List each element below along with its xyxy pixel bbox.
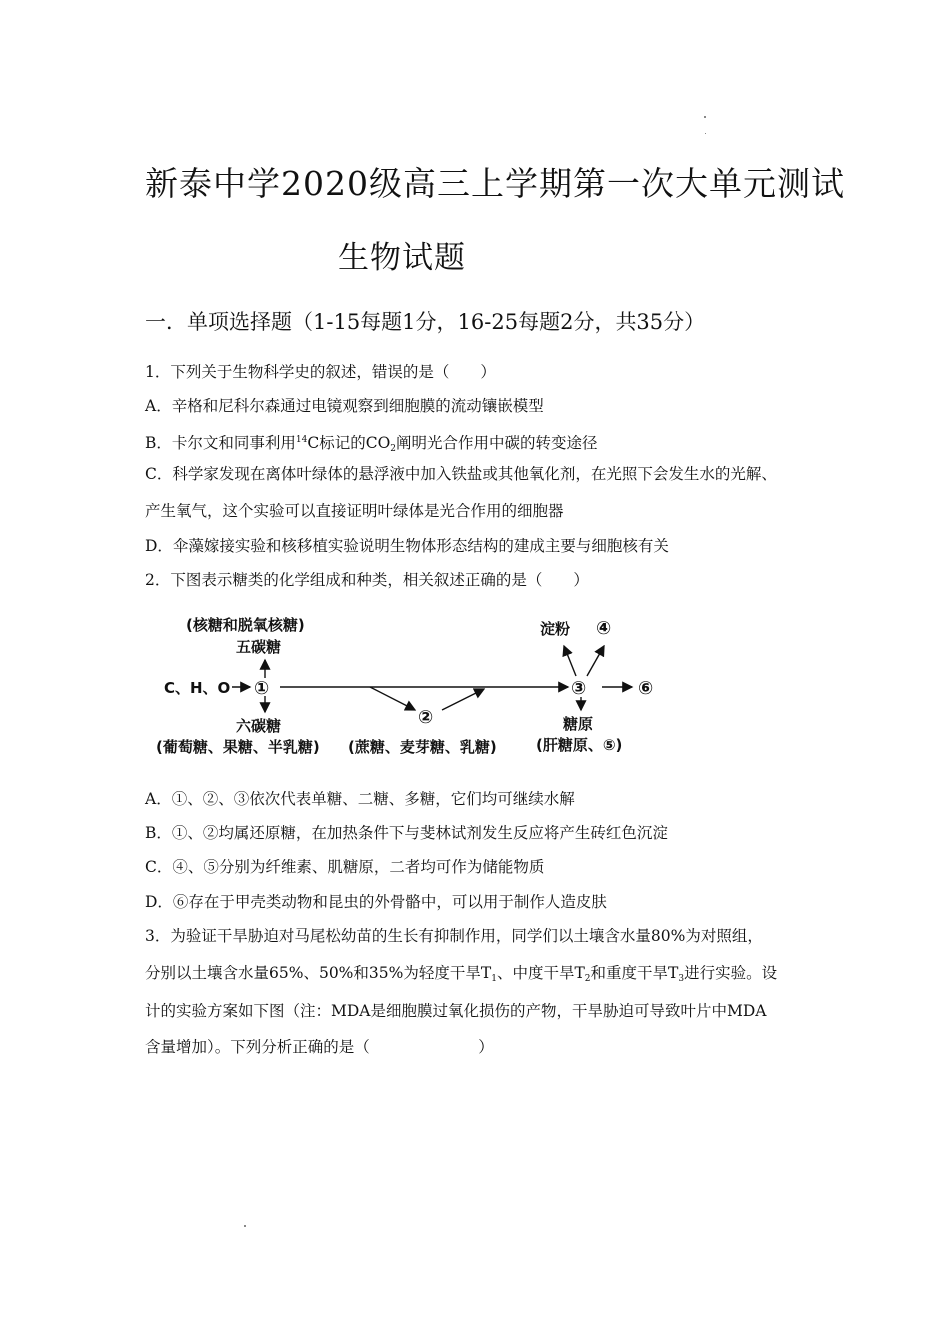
question-1-option-a: A．辛格和尼科尔森通过电镜观察到细胞膜的流动镶嵌模型 — [145, 397, 544, 415]
circle-4-marker: ④ — [596, 618, 612, 639]
to-4-arrow — [587, 646, 604, 676]
hexose-label: 六碳糖 — [236, 717, 282, 735]
scan-speck — [704, 116, 706, 118]
exam-subtitle: 生物试题 — [338, 240, 466, 276]
scan-speck — [244, 1225, 246, 1227]
disaccharide-examples: (蔗糖、麦芽糖、乳糖) — [348, 738, 497, 756]
section-heading: 一．单项选择题（1-15每题1分，16-25每题2分，共35分） — [145, 310, 706, 334]
pentose-label: 五碳糖 — [236, 638, 282, 656]
exam-title: 新泰中学2020级高三上学期第一次大单元测试 — [145, 164, 845, 203]
question-3-line-3: 计的实验方案如下图（注：MDA是细胞膜过氧化损伤的产物，干旱胁迫可导致叶片中MDA — [145, 1002, 767, 1020]
question-1-option-c-line-2: 产生氧气，这个实验可以直接证明叶绿体是光合作用的细胞器 — [145, 502, 564, 520]
question-2-stem: 2．下图表示糖类的化学组成和种类，相关叙述正确的是（ ） — [145, 571, 589, 589]
question-1-stem: 1．下列关于生物科学史的叙述，错误的是（ ） — [145, 363, 496, 381]
to-disaccharide-arrow — [370, 687, 415, 710]
question-2-option-c: C．④、⑤分别为纤维素、肌糖原，二者均可作为储能物质 — [145, 858, 545, 876]
question-1-option-d: D．伞藻嫁接实验和核移植实验说明生物体形态结构的建成主要与细胞核有关 — [145, 537, 669, 555]
sugar-classification-diagram — [150, 606, 670, 766]
ribose-label: (核糖和脱氧核糖) — [186, 616, 305, 634]
question-3-line-1: 3．为验证干旱胁迫对马尾松幼苗的生长有抑制作用，同学们以土壤含水量80%为对照组， — [145, 927, 763, 945]
question-1-option-c-line-1: C．科学家发现在离体叶绿体的悬浮液中加入铁盐或其他氧化剂，在光照下会发生水的光解、 — [145, 465, 777, 483]
question-2-option-d: D．⑥存在于甲壳类动物和昆虫的外骨骼中，可以用于制作人造皮肤 — [145, 893, 607, 911]
monosaccharide-marker: ① — [254, 678, 270, 699]
scan-speck — [705, 133, 706, 134]
question-2-option-b: B．①、②均属还原糖，在加热条件下与斐林试剂发生反应将产生砖红色沉淀 — [145, 824, 668, 842]
question-3-line-4: 含量增加）。下列分析正确的是（ ） — [145, 1038, 494, 1056]
from-disaccharide-arrow — [442, 689, 484, 710]
starch-label: 淀粉 — [540, 620, 571, 638]
circle-6-marker: ⑥ — [638, 678, 654, 699]
disaccharide-marker: ② — [418, 707, 434, 728]
question-2-option-a: A．①、②、③依次代表单糖、二糖、多糖，它们均可继续水解 — [145, 790, 575, 808]
glycogen-examples: (肝糖原、⑤) — [536, 736, 623, 754]
glycogen-label: 糖原 — [563, 715, 594, 733]
question-1-option-b: B．卡尔文和同事利用$^{14}$C标记的$CO_2$阐明光合作用中碳的转变途径 — [145, 434, 598, 454]
polysaccharide-marker: ③ — [571, 678, 587, 699]
elements-label: C、H、O — [164, 679, 231, 697]
hexose-examples: (葡萄糖、果糖、半乳糖) — [156, 738, 320, 756]
to-starch-arrow — [564, 646, 576, 676]
question-3-line-2: 分别以土壤含水量65%、50%和35%为轻度干旱$T_1$、中度干旱$T_2$和重度干旱$T_3$进行实验。设 — [145, 964, 778, 984]
